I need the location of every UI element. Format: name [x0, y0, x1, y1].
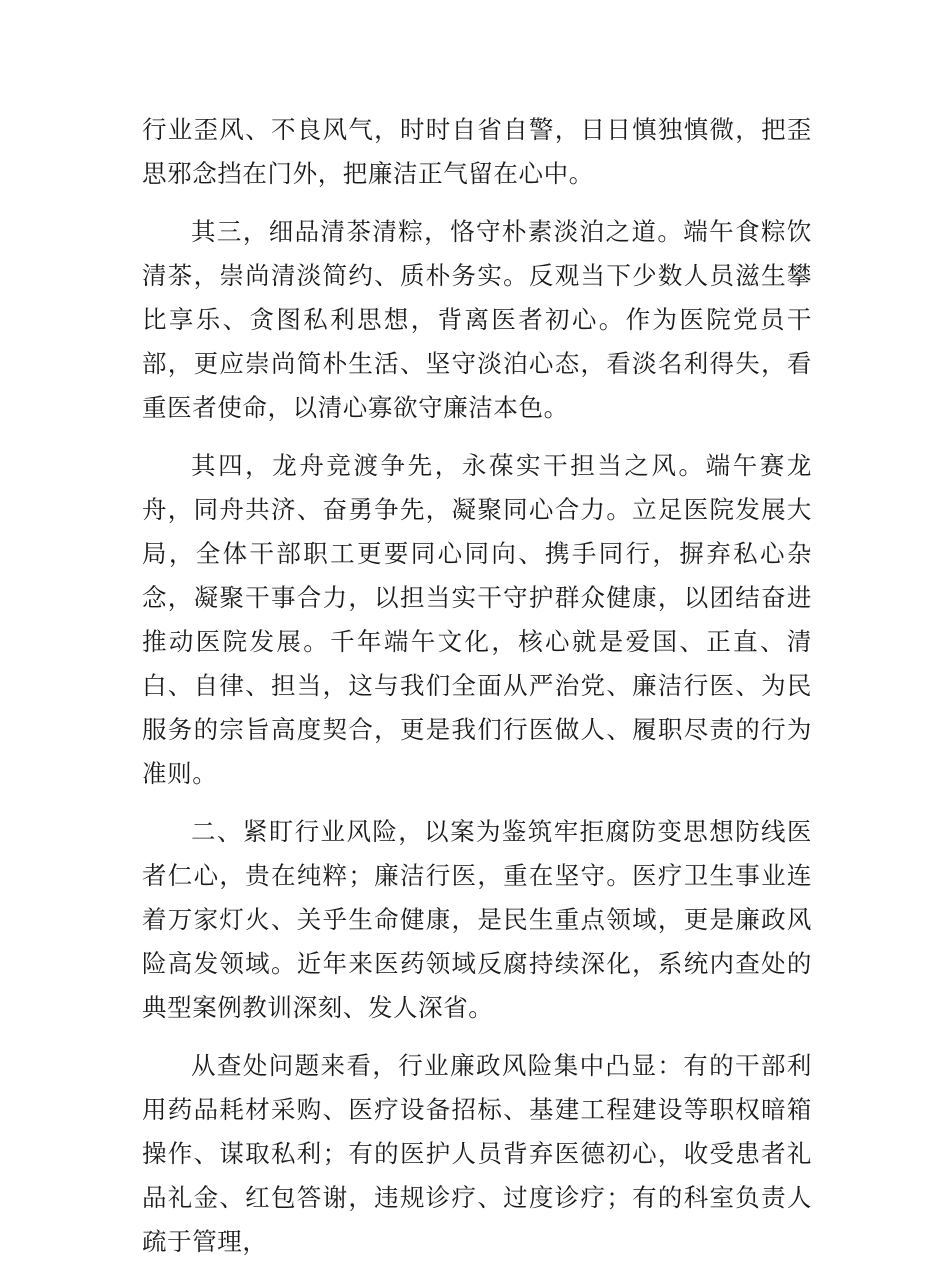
paragraph-item-four: 其四，龙舟竞渡争先，永葆实干担当之风。端午赛龙舟，同舟共济、奋勇争先，凝聚同心合力。立足医院发展大局，全体干部职工更要同心同向、携手同行，摒弃私心杂念，凝聚干事合力，以担当实干守护群众健康，以团结奋进推动医院发展。千年端午文化，核心就是爱国、正直、清白、自律、担当，这与我们全面从严治党、廉洁行医、为民服务的宗旨高度契合，更是我们行医做人、履职尽责的行为准则。 — [142, 451, 812, 788]
document-body — [142, 108, 812, 1278]
paragraph-item-three: 其三，细品清茶清粽，恪守朴素淡泊之道。端午食粽饮清茶，崇尚清淡简约、质朴务实。反观当下少数人员滋生攀比享乐、贪图私利思想，背离医者初心。作为医院党员干部，更应崇尚简朴生活、坚守淡泊心态，看淡名利得失，看重医者使命，以清心寡欲守廉洁本色。 — [142, 217, 812, 422]
paragraph-continued: 行业歪风、不良风气，时时自省自警，日日慎独慎微，把歪思邪念挡在门外，把廉洁正气留在心中。 — [142, 115, 812, 188]
paragraph-section-two: 二、紧盯行业风险，以案为鉴筑牢拒腐防变思想防线医者仁心，贵在纯粹；廉洁行医，重在坚守。医疗卫生事业连着万家灯火、关乎生命健康，是民生重点领域，更是廉政风险高发领域。近年来医药领域反腐持续深化，系统内查处的典型案例教训深刻、发人深省。 — [142, 817, 812, 1022]
paragraph-risk-analysis: 从查处问题来看，行业廉政风险集中凸显：有的干部利用药品耗材采购、医疗设备招标、基建工程建设等职权暗箱操作、谋取私利；有的医护人员背弃医德初心，收受患者礼品礼金、红包答谢，违规诊疗、过度诊疗；有的科室负责人疏于管理， — [142, 1051, 812, 1256]
